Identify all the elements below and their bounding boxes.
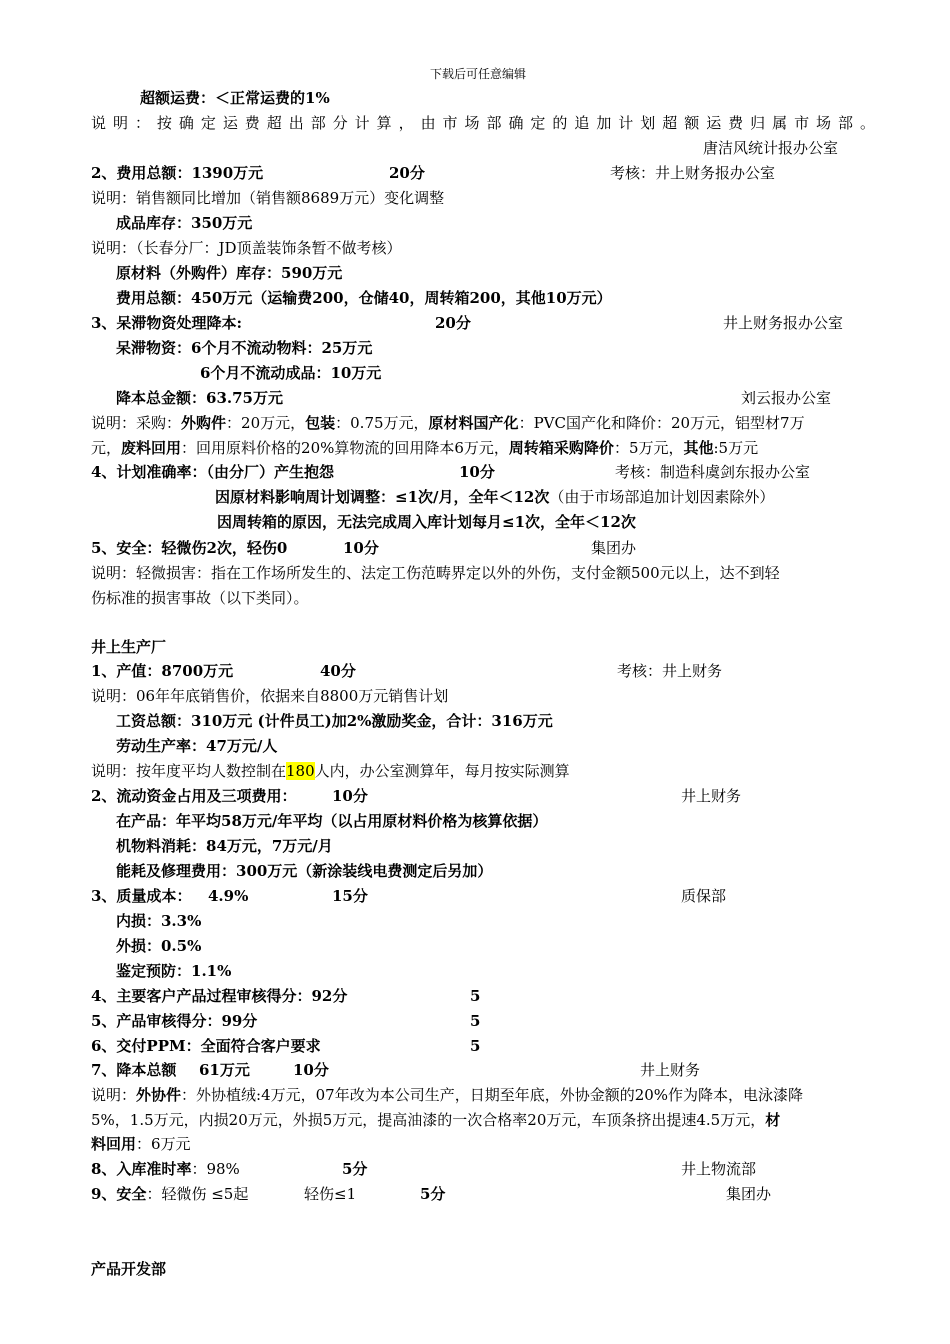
output-check: 考核：井上财务 <box>617 662 723 680</box>
on-time-score: 5分 <box>342 1160 368 1178</box>
product-audit-score: 5 <box>470 1012 481 1030</box>
consumables-line: 机物料消耗：84万元，7万元/月 <box>116 837 333 855</box>
section-title-inoue-plant: 井上生产厂 <box>91 638 167 656</box>
headcount-note: 说明：按年度平均人数控制在180人内，办公室测算年，每月按实际测算 <box>91 762 570 780</box>
delivery-ppm-heading: 6、交付PPM：全面符合客户要求 <box>91 1037 321 1055</box>
wip-line: 在产品：年平均58万元/年平均（以占用原材料价格为核算依据） <box>116 812 548 830</box>
working-capital-check: 井上财务 <box>681 787 742 805</box>
idle-material-score: 20分 <box>435 314 471 332</box>
overfreight-line <box>140 88 330 108</box>
raw-material-stock: 原材料（外购件）库存：590万元 <box>116 264 343 282</box>
total-expense-note: 说明：销售额同比增加（销售额8689万元）变化调整 <box>91 189 445 207</box>
external-loss: 外损：0.5% <box>116 937 202 955</box>
on-time-heading: 8、入库准时率：98% <box>91 1160 240 1178</box>
quality-cost-score: 15分 <box>332 887 368 905</box>
plant-safety-check: 集团办 <box>726 1185 772 1203</box>
quality-cost-check: 质保部 <box>681 887 727 905</box>
highlighted-headcount: 180 <box>286 762 315 780</box>
expense-breakdown: 费用总额：450万元（运输费200，仓储40，周转箱200，其他10万元） <box>116 289 612 307</box>
section-title-product-dev: 产品开发部 <box>91 1260 167 1278</box>
output-note: 说明：06年年底销售价，依据来自8800万元销售计划 <box>91 687 449 705</box>
internal-loss: 内损：3.3% <box>116 912 202 930</box>
plan-accuracy-score: 10分 <box>459 463 495 481</box>
safety-note-2: 伤标准的损害事故（以下类同）。 <box>91 589 309 607</box>
plan-accuracy-rule-1: 因原材料影响周计划调整：≤1次/月，全年＜12次（由于市场部追加计划因素除外） <box>215 488 775 506</box>
delivery-ppm-score: 5 <box>470 1037 481 1055</box>
plan-accuracy-heading: 4、计划准确率：（由分厂）产生抱怨 <box>91 463 334 481</box>
cost-reduction-check: 井上财务 <box>640 1061 701 1079</box>
appraisal-prevention: 鉴定预防：1.1% <box>116 962 232 980</box>
total-wages: 工资总额：310万元 (计件员工)加2%激励奖金，合计：316万元 <box>116 712 553 730</box>
total-expense-check: 考核：井上财务报办公室 <box>610 164 776 182</box>
plant-safety-heading: 9、安全：轻微伤 ≤5起 <box>91 1185 249 1203</box>
working-capital-score: 10分 <box>332 787 368 805</box>
quality-cost-value: 4.9% <box>208 887 249 905</box>
working-capital-heading: 2、流动资金占用及三项费用： <box>91 787 297 805</box>
finished-goods-stock: 成品库存：350万元 <box>116 214 253 232</box>
plant-safety-value-2: 轻伤≤1 <box>304 1185 357 1203</box>
cost-reduction-heading: 7、降本总额 <box>91 1061 177 1079</box>
safety-heading: 5、安全：轻微伤2次，轻伤0 <box>91 539 288 557</box>
outsourcing-note-3: 料回用：6万元 <box>91 1135 191 1153</box>
outsourcing-note-1: 说明：外协件：外协植绒:4万元，07年改为本公司生产，日期至年底，外协金额的20%作为降本，电泳漆降 <box>91 1086 804 1104</box>
idle-material-line-2: 6个月不流动成品：10万元 <box>200 364 382 382</box>
labor-productivity: 劳动生产率：47万元/人 <box>116 737 278 755</box>
overfreight-reporter: 唐洁风统计报办公室 <box>703 139 839 157</box>
outsourcing-note-2: 5%，1.5万元，内损20万元，外损5万元，提高油漆的一次合格率20万元，车顶条挤出提速4.5万元，材 <box>91 1111 781 1129</box>
cost-reduction-reporter: 刘云报办公室 <box>741 389 832 407</box>
page-header: 下载后可任意编辑 <box>430 67 527 81</box>
output-heading: 1、产值：8700万元 <box>91 662 234 680</box>
process-audit-heading: 4、主要客户产品过程审核得分：92分 <box>91 987 348 1005</box>
overfreight-note: 说 明 ： 按 确 定 运 费 超 出 部 分 计 算 ， 由 市 场 部 确 定 的 追 加 计 划 超 额 运 费 归 属 市 场 部 。 <box>91 114 875 132</box>
product-audit-heading: 5、产品审核得分：99分 <box>91 1012 258 1030</box>
cost-reduction-value: 61万元 <box>199 1061 250 1079</box>
total-expense-heading: 2、费用总额：1390万元 <box>91 164 264 182</box>
process-audit-score: 5 <box>470 987 481 1005</box>
plan-accuracy-rule-2: 因周转箱的原因，无法完成周入库计划每月≤1次，全年＜12次 <box>217 513 636 531</box>
idle-material-heading: 3、呆滞物资处理降本: <box>91 314 242 332</box>
overfreight-value: ＜正常运费的1% <box>215 89 330 107</box>
cost-reduction-score: 10分 <box>293 1061 329 1079</box>
cost-reduction-total: 降本总金额：63.75万元 <box>116 389 283 407</box>
safety-note-1: 说明：轻微损害：指在工作场所发生的、法定工伤范畴界定以外的外伤，支付金额500元以上，达不到轻 <box>91 564 780 582</box>
idle-material-check: 井上财务报办公室 <box>723 314 844 332</box>
overfreight-label: 超额运费： <box>140 89 216 107</box>
energy-repair-line: 能耗及修理费用：300万元（新涂装线电费测定后另加） <box>116 862 493 880</box>
output-score: 40分 <box>320 662 356 680</box>
safety-check: 集团办 <box>591 539 637 557</box>
changchun-note: 说明：（长春分厂：JD顶盖装饰条暂不做考核） <box>91 239 402 257</box>
quality-cost-heading: 3、质量成本： <box>91 887 192 905</box>
on-time-check: 井上物流部 <box>681 1160 757 1178</box>
plan-accuracy-check: 考核：制造科虞剑东报办公室 <box>615 463 811 481</box>
plant-safety-score: 5分 <box>420 1185 446 1203</box>
cost-reduction-note-2: 元，废料回用：回用原料价格的20%算物流的回用降本6万元，周转箱采购降价：5万元，其他:5万元 <box>91 439 759 457</box>
cost-reduction-note-1: 说明：采购：外购件：20万元，包装：0.75万元，原材料国产化：PVC国产化和降价：20万元，铝型材7万 <box>91 414 805 432</box>
safety-score: 10分 <box>343 539 379 557</box>
idle-material-line-1: 呆滞物资：6个月不流动物料：25万元 <box>116 339 373 357</box>
total-expense-score: 20分 <box>389 164 425 182</box>
